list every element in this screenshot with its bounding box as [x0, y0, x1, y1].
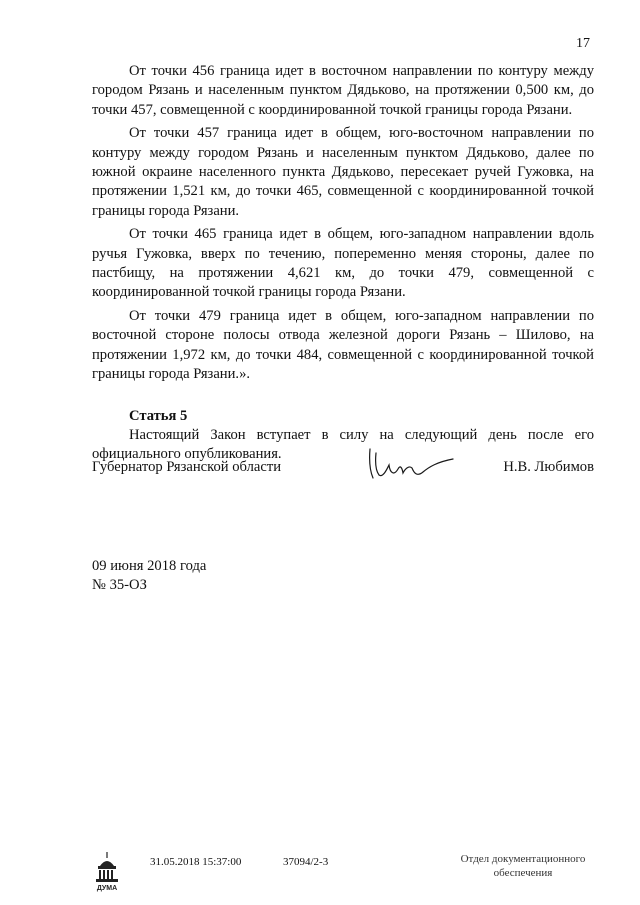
- article-text: Настоящий Закон вступает в силу на следующий день после его официального опубликования.: [92, 426, 594, 463]
- law-date: 09 июня 2018 года: [92, 558, 207, 574]
- article-heading: Статья 5: [129, 407, 188, 424]
- handwritten-signature: [367, 445, 462, 485]
- footer-doc-id: 37094/2-3: [283, 856, 329, 868]
- department-stamp: [448, 852, 598, 880]
- paragraph-1: От точки 456 граница идет в восточном направлении по контуру между городом Рязань и населенным пунктом Дядьково, на протяжении 0,500 км, до точки 457, совмещенной с координированной точкой границы города Рязани.: [92, 63, 594, 118]
- duma-logo-icon: [92, 850, 122, 892]
- signer-title: Губернатор Рязанской области: [92, 459, 282, 475]
- paragraph-2: От точки 457 граница идет в общем, юго-восточном направлении по контуру между городом Рязань и населенным пунктом Дядьково, далее по южной окраине населенного пункта Дядьково, пересекает ручей Гужовка, на протяжении 1,521 км, до точки 465, совмещенной с координированной точкой границы города Рязани.: [92, 125, 594, 219]
- signature-row: [92, 459, 594, 499]
- duma-logo-text: ДУМА: [96, 885, 118, 892]
- document-body: [92, 62, 594, 465]
- date-block: [92, 557, 206, 595]
- stamp-line-2: обеспечения: [493, 867, 553, 879]
- page-number: 17: [576, 36, 590, 51]
- law-number: № 35-ОЗ: [92, 577, 147, 593]
- footer: [0, 850, 640, 900]
- footer-timestamp: 31.05.2018 15:37:00: [150, 856, 242, 868]
- signer-name: Н.В. Любимов: [503, 459, 594, 475]
- stamp-line-1: Отдел документационного: [460, 853, 586, 865]
- paragraph-4: От точки 479 граница идет в общем, юго-западном направлении по восточной стороне полосы отвода железной дороги Рязань – Шилово, на протяжении 1,972 км, до точки 484, совмещенной с координированной точкой границы города Рязани.».: [92, 307, 594, 383]
- paragraph-3: От точки 465 граница идет в общем, юго-западном направлении вдоль ручья Гужовка, вверх по течению, попеременно меняя стороны, далее по пастбищу, на протяжении 4,621 км, до точки 479, совмещенной с координированной точкой границы города Рязани.: [92, 226, 594, 301]
